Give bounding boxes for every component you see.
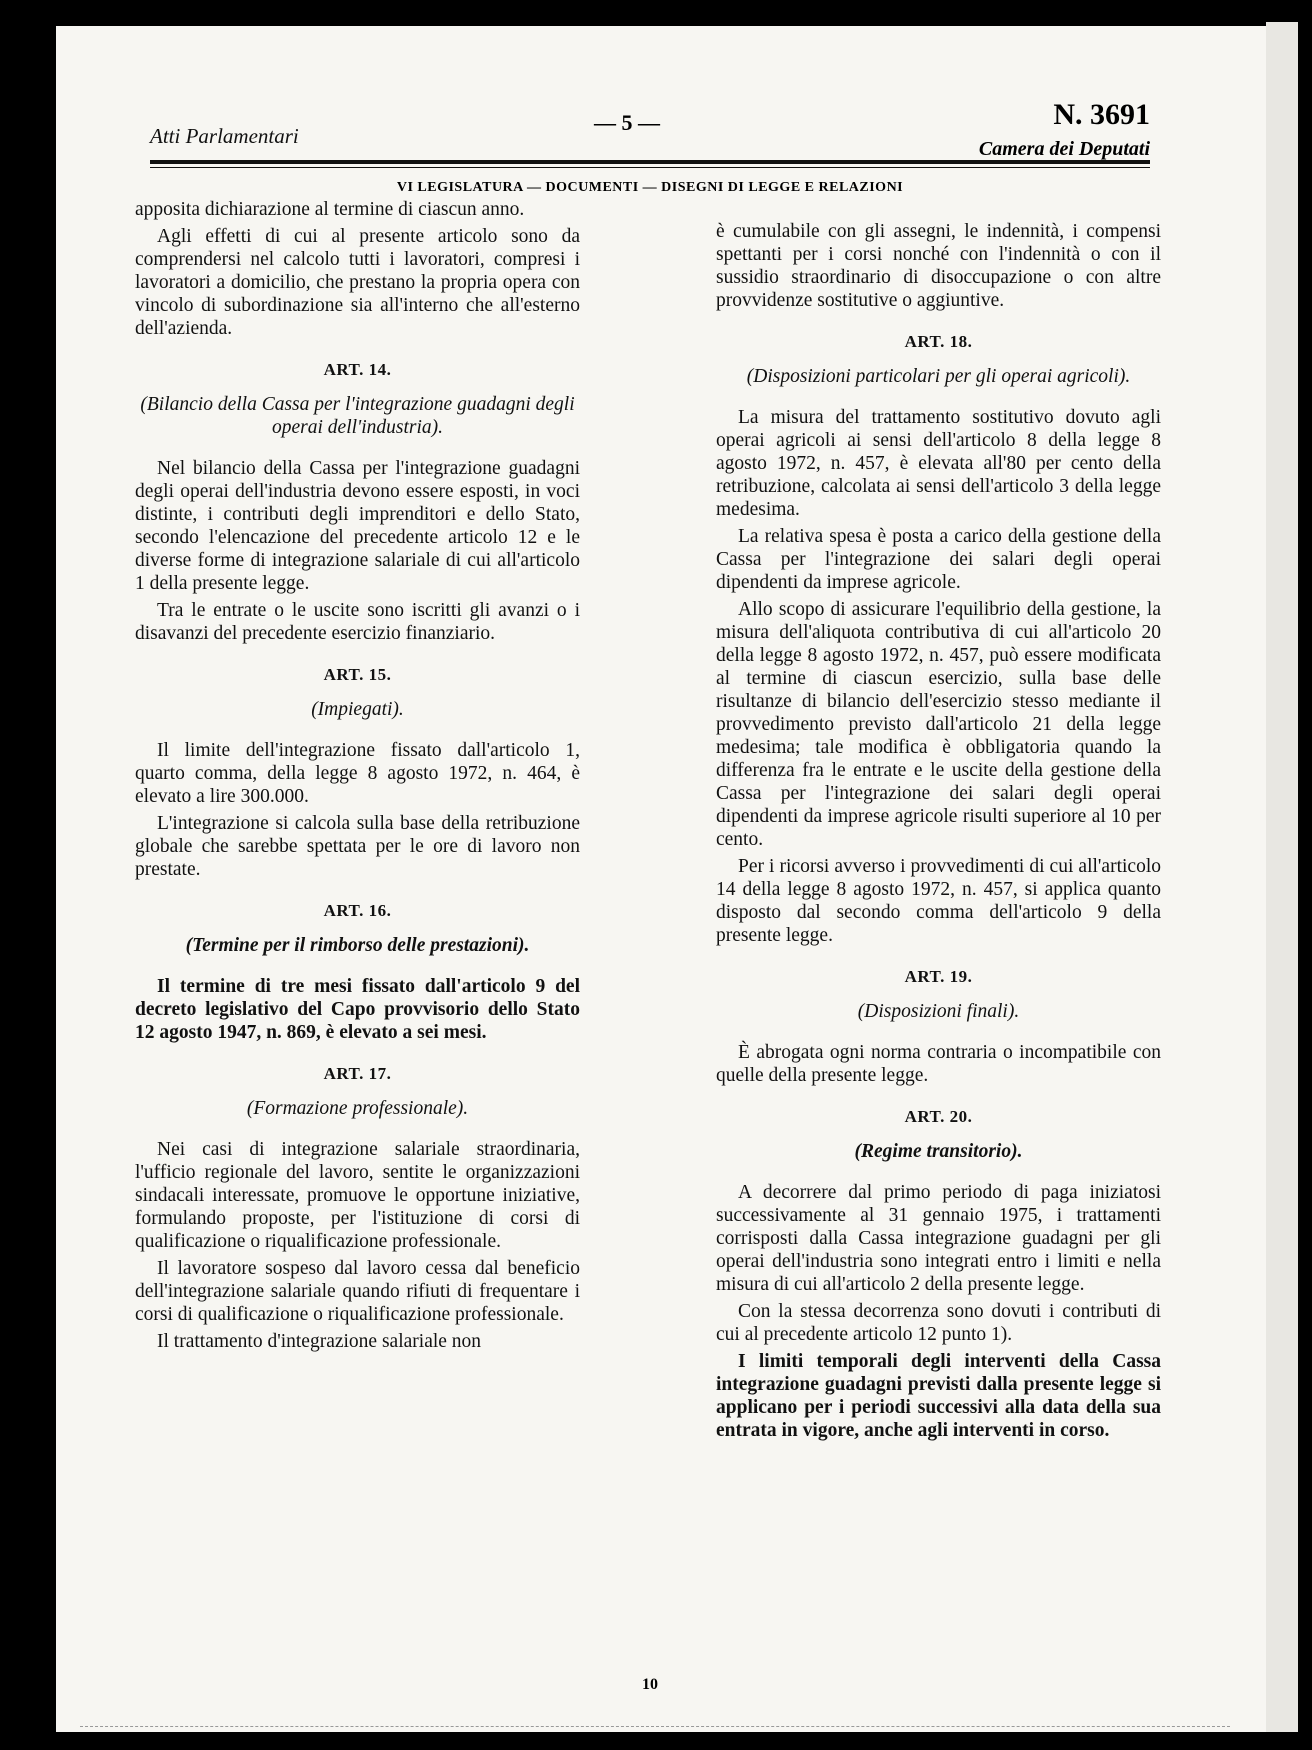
article-title: (Impiegati). (311, 699, 404, 720)
paragraph: è cumulabile con gli assegni, le indennità, i compensi spettanti per i corsi nonché con l'indennità o con il sussidio straordinario di disoccupazione o con altre provvidenze sostitutive o aggiuntive. (716, 221, 1161, 311)
article-title: (Regime transitorio). (854, 1141, 1023, 1162)
paragraph: L'integrazione si calcola sulla base della retribuzione globale che sarebbe spettata per le ore di lavoro non prestate. (135, 813, 580, 880)
header-rule (150, 160, 1150, 164)
right-column (716, 220, 1161, 1446)
paragraph: A decorrere dal primo periodo di paga iniziatosi successivamente al 31 gennaio 1975, i trattamenti corrisposti dalla Cassa integrazione guadagni per gli operai dell'industria sono integrati entro i limiti e nella misura di cui all'articolo 2 della presente legge. (716, 1182, 1161, 1295)
article-title: (Disposizioni particolari per gli operai agricoli). (746, 366, 1131, 387)
article-heading: ART. 19. (904, 967, 973, 986)
header-left: Atti Parlamentari (150, 124, 299, 148)
article-title: (Bilancio della Cassa per l'integrazione guadagni degli operai dell'industria). (140, 394, 575, 438)
paragraph: I limiti temporali degli interventi della Cassa integrazione guadagni previsti dalla presente legge si applicano per i periodi successivi alla data della sua entrata in vigore, anche agli interventi in corso. (716, 1351, 1161, 1441)
paragraph: apposita dichiarazione al termine di ciascun anno. (135, 199, 525, 220)
paragraph: Il trattamento d'integrazione salariale non (157, 1331, 482, 1352)
article-heading: ART. 17. (323, 1064, 392, 1083)
paragraph: Agli effetti di cui al presente articolo sono da comprendersi nel calcolo tutti i lavoratori, compresi i lavoratori a domicilio, che prestano la propria opera con vincolo di subordinazione sia all'interno che all'esterno dell'azienda. (135, 226, 580, 339)
paragraph: Allo scopo di assicurare l'equilibrio della gestione, la misura dell'aliquota contributiva di cui all'articolo 20 della legge 8 agosto 1972, n. 457, può essere modificata al termine di ciascun esercizio, sulla base delle risultanze di bilancio dell'esercizio stesso mediante il provvedimento previsto dall'articolo 21 della legge medesima; tale modifica è obbligatoria quando la differenza fra le entrate e le uscite della gestione della Cassa per l'integrazione dei salari degli operai dipendenti da imprese agricole risulti superiore al 10 per cento. (716, 599, 1161, 850)
article-title: (Disposizioni finali). (857, 1001, 1020, 1022)
article-title: (Formazione professionale). (246, 1098, 469, 1119)
footer-mark: 10 (642, 1676, 658, 1693)
paragraph: Il termine di tre mesi fissato dall'articolo 9 del decreto legislativo del Capo provvisorio dello Stato 12 agosto 1947, n. 869, è elevato a sei mesi. (135, 976, 580, 1043)
article-heading: ART. 20. (904, 1107, 973, 1126)
left-column (135, 198, 580, 1357)
article-heading: ART. 16. (323, 901, 392, 920)
article-title: (Termine per il rimborso delle prestazioni). (185, 935, 530, 956)
paragraph: Con la stessa decorrenza sono dovuti i contributi di cui al precedente articolo 12 punto 1). (716, 1301, 1161, 1345)
article-heading: ART. 14. (323, 360, 392, 379)
paragraph: Il limite dell'integrazione fissato dall'articolo 1, quarto comma, della legge 8 agosto 1972, n. 464, è elevato a lire 300.000. (135, 740, 580, 807)
page-number: — 5 — (594, 110, 660, 135)
footer-rule (80, 1726, 1230, 1728)
paragraph: Nei casi di integrazione salariale straordinaria, l'ufficio regionale del lavoro, sentite le organizzazioni sindacali interessate, promuove le opportune iniziative, formulando proposte, per l'istituzione di corsi di qualificazione o riqualificazione professionale. (135, 1139, 580, 1252)
page-header (150, 96, 1150, 160)
header-right: Camera dei Deputati (978, 138, 1150, 160)
paragraph: Per i ricorsi avverso i provvedimenti di cui all'articolo 14 della legge 8 agosto 1972, n. 457, si applica quanto disposto dal secondo comma dell'articolo 9 della presente legge. (716, 856, 1161, 946)
paragraph: La relativa spesa è posta a carico della gestione della Cassa per l'integrazione dei salari degli operai dipendenti da imprese agricole. (716, 526, 1161, 593)
page-edge (1266, 22, 1298, 1732)
subheading: VI LEGISLATURA — DOCUMENTI — DISEGNI DI LEGGE E RELAZIONI (396, 180, 904, 195)
paragraph: Il lavoratore sospeso dal lavoro cessa dal beneficio dell'integrazione salariale quando rifiuti di frequentare i corsi di qualificazione o riqualificazione professionale. (135, 1258, 580, 1325)
document-number: N. 3691 (1053, 98, 1150, 131)
header-rule-thin (150, 167, 1150, 168)
paragraph: Nel bilancio della Cassa per l'integrazione guadagni degli operai dell'industria devono essere esposti, in voci distinte, i contributi degli imprenditori e dello Stato, secondo l'elencazione del precedente articolo 12 e le diverse forme di integrazione salariale di cui all'articolo 1 della presente legge. (135, 458, 580, 594)
paragraph: La misura del trattamento sostitutivo dovuto agli operai agricoli ai sensi dell'articolo 8 della legge 8 agosto 1972, n. 457, è elevata all'80 per cento della retribuzione, calcolata ai sensi dell'articolo 3 della legge medesima. (716, 407, 1161, 520)
article-heading: ART. 15. (323, 665, 392, 684)
article-heading: ART. 18. (904, 332, 973, 351)
paragraph: Tra le entrate o le uscite sono iscritti gli avanzi o i disavanzi del precedente esercizio finanziario. (135, 600, 580, 644)
paragraph: È abrogata ogni norma contraria o incompatibile con quelle della presente legge. (716, 1042, 1161, 1086)
